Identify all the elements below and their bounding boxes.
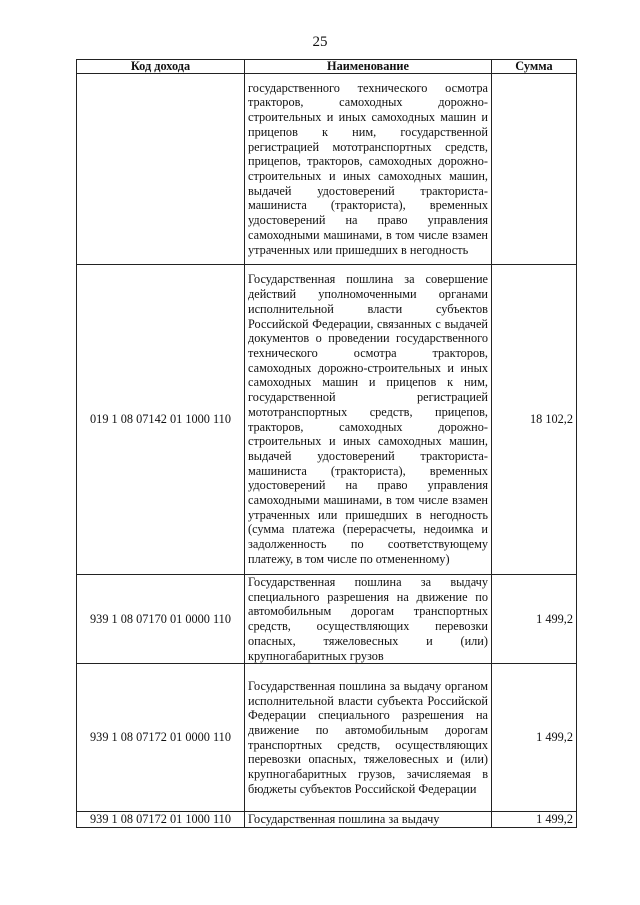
table-row	[77, 74, 577, 265]
page-number: 25	[312, 34, 328, 50]
revenue-name-text: Государственная пошлина за выдачу	[248, 812, 440, 827]
revenue-table	[76, 59, 577, 828]
revenue-code-cell: 939 1 08 07172 01 1000 110	[77, 812, 245, 828]
table-row	[77, 812, 577, 828]
table-row	[77, 575, 577, 664]
revenue-code-cell: 939 1 08 07172 01 0000 110	[77, 664, 245, 812]
revenue-code-cell: 939 1 08 07170 01 0000 110	[77, 575, 245, 664]
header-row	[77, 60, 577, 74]
revenue-name-cell	[245, 812, 492, 828]
table-body	[77, 74, 577, 828]
revenue-code-cell	[77, 74, 245, 265]
header-sum: Сумма	[492, 60, 577, 74]
revenue-sum-cell	[492, 74, 577, 265]
table-row	[77, 664, 577, 812]
revenue-sum-cell: 1 499,2	[492, 812, 577, 828]
revenue-name-cell: Государственная пошлина за выдачу органом исполнительной власти субъекта Российской Федерации специального разрешения на движение по автомобильным дорогам транспортных средств, осуществляющих перевозки опасных, тяжеловесных и (или) крупногабаритных грузов, зачисляемая в бюджеты субъектов Российской Федерации	[245, 664, 492, 812]
header-code: Код дохода	[77, 60, 245, 74]
revenue-name-cell: государственного технического осмотра тракторов, самоходных дорожно-строительных и иных самоходных машин и прицепов к ним, государственной регистрацией мототранспортных средств, прицепов, тракторов, самоходных дорожно-строительных и иных самоходных машин, выдачей удостоверений тракториста-машиниста (тракториста), временных удостоверений на право управления самоходными машинами, в том числе взамен утраченных или пришедших в негодность	[245, 74, 492, 265]
table-row	[77, 265, 577, 575]
revenue-sum-cell: 18 102,2	[492, 265, 577, 575]
revenue-name-cell: Государственная пошлина за совершение действий уполномоченными органами исполнительной власти субъектов Российской Федерации, связанных с выдачей документов о проведении государственного технического осмотра тракторов, самоходных дорожно-строительных и иных самоходных машин и прицепов к ним, государственной регистрацией мототранспортных средств, прицепов, тракторов, самоходных дорожно-строительных и иных самоходных машин, выдачей удостоверений тракториста-машиниста (тракториста), временных удостоверений на право управления самоходными машинами, в том числе взамен утраченных или пришедших в негодность (сумма платежа (перерасчеты, недоимка и задолженность по соответствующему платежу, в том числе по отмененному)	[245, 265, 492, 575]
revenue-sum-cell: 1 499,2	[492, 575, 577, 664]
revenue-sum-cell: 1 499,2	[492, 664, 577, 812]
revenue-code-cell: 019 1 08 07142 01 1000 110	[77, 265, 245, 575]
header-name: Наименование	[245, 60, 492, 74]
revenue-name-cell: Государственная пошлина за выдачу специального разрешения на движение по автомобильным дорогам транспортных средств, осуществляющих перевозки опасных, тяжеловесных и (или) крупногабаритных грузов	[245, 575, 492, 664]
table-header	[77, 60, 577, 74]
